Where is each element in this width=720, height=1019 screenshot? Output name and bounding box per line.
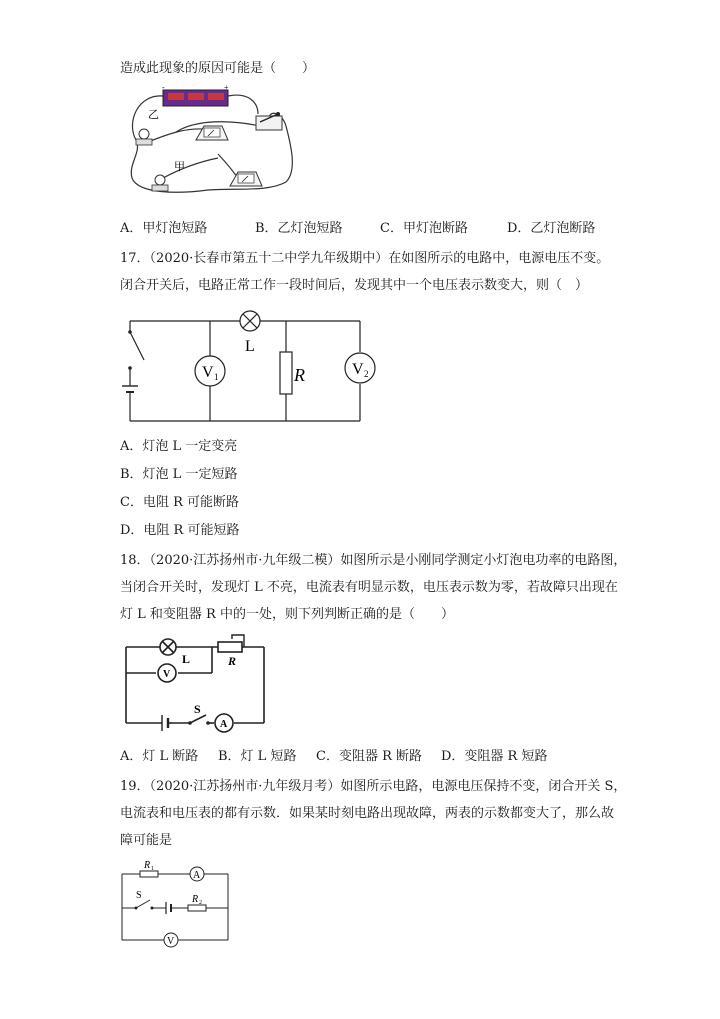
- q17-switch-blade: [130, 332, 144, 360]
- q17-lamp-icon: [240, 311, 260, 331]
- q16-options: [120, 220, 595, 238]
- q17-option-b[interactable]: B．灯泡 L 一定短路: [120, 467, 238, 482]
- q17-v1-label: V: [202, 364, 214, 381]
- q17-stem-line2: 闭合开关后，电路正常工作一段时间后，发现其中一个电压表示数变大，则（ ）: [120, 278, 589, 293]
- q16-tail: 造成此现象的原因可能是（ ）: [120, 61, 316, 76]
- q18-lamp-icon: [160, 639, 176, 655]
- q19-circuit-figure: [118, 856, 234, 952]
- battery-minus-label: -: [162, 83, 165, 92]
- q19-r1-subscript: 1: [151, 866, 154, 872]
- q19-ammeter-label: A: [193, 870, 201, 881]
- q19-resistor-r2-icon: [188, 905, 206, 911]
- q19-voltmeter-label: V: [167, 936, 175, 947]
- q19-r1-label: R: [144, 860, 151, 871]
- bulb-yi-icon: [136, 129, 152, 145]
- q17-lamp-label: L: [245, 338, 255, 355]
- q19-stem-line3: 障可能是: [120, 833, 173, 848]
- q19-r2-label: R: [192, 894, 199, 905]
- q17-option-a[interactable]: A．灯泡 L 一定变亮: [120, 439, 238, 454]
- q17-option-d[interactable]: D．电阻 R 可能短路: [120, 523, 240, 538]
- q18-stem-line3: 灯 L 和变阻器 R 中的一处，则下列判断正确的是（ ）: [120, 607, 454, 622]
- knife-switch-icon: [256, 112, 282, 130]
- q19-switch-label: S: [136, 890, 142, 901]
- q17-circuit-figure: [118, 308, 368, 426]
- q16-option-d[interactable]: D．乙灯泡断路: [507, 221, 596, 236]
- q19-stem-line2: 电流表和电压表的都有示数．如果某时刻电路出现故障，两表的示数都变大了，那么故: [120, 806, 615, 821]
- q18-stem-line1: 18．（2020·江苏扬州市·九年级二模）如图所示是小刚同学测定小灯泡电功率的电路图，: [120, 553, 627, 568]
- q18-options: [120, 748, 547, 766]
- q16-circuit-figure: [118, 82, 298, 200]
- q18-option-a[interactable]: A．灯 L 断路: [120, 749, 199, 764]
- q16-option-b[interactable]: B．乙灯泡短路: [255, 221, 343, 236]
- q19-stem-line1: 19．（2020·江苏扬州市·九年级月考）如图所示电路，电源电压保持不变，闭合开关 S，: [120, 779, 627, 794]
- q18-rheostat-icon: [218, 642, 242, 652]
- q18-lamp-label: L: [182, 652, 191, 666]
- q18-rheostat-label: R: [228, 654, 237, 668]
- q17-option-c[interactable]: C．电阻 R 可能断路: [120, 495, 239, 510]
- q18-option-c[interactable]: C．变阻器 R 断路: [316, 749, 422, 764]
- q18-switch-label: S: [194, 702, 201, 716]
- q16-option-c[interactable]: C．甲灯泡断路: [380, 221, 468, 236]
- q18-circuit-figure: [120, 633, 270, 731]
- q17-v2-label: V: [352, 361, 364, 378]
- bulb-jia-label: 甲: [174, 161, 185, 173]
- q19-resistor-r1-icon: [140, 871, 158, 877]
- q18-option-b[interactable]: B．灯 L 短路: [218, 749, 297, 764]
- q17-v1-subscript: 1: [214, 372, 219, 382]
- q16-option-a[interactable]: A．甲灯泡短路: [120, 221, 208, 236]
- q18-stem-line2: 当闭合开关时，发现灯 L 不亮，电流表有明显示数，电压表示数为零，若故障只出现在: [120, 580, 618, 595]
- meter-upper-icon: [196, 126, 228, 140]
- bulb-jia-icon: [152, 175, 168, 191]
- q17-v2-subscript: 2: [364, 369, 369, 379]
- q18-ammeter-label: A: [220, 719, 228, 730]
- q18-voltmeter-label: V: [163, 669, 171, 680]
- battery-plus-label: +: [224, 83, 229, 92]
- bulb-yi-label: 乙: [148, 109, 159, 121]
- q17-stem-line1: 17．（2020·长春市第五十二中学九年级期中）在如图所示的电路中，电源电压不变。: [120, 251, 610, 266]
- q17-resistor-label: R: [294, 365, 305, 385]
- q19-r2-subscript: 2: [199, 900, 202, 906]
- q18-option-d[interactable]: D．变阻器 R 短路: [441, 749, 548, 764]
- q17-resistor-icon: [280, 352, 292, 394]
